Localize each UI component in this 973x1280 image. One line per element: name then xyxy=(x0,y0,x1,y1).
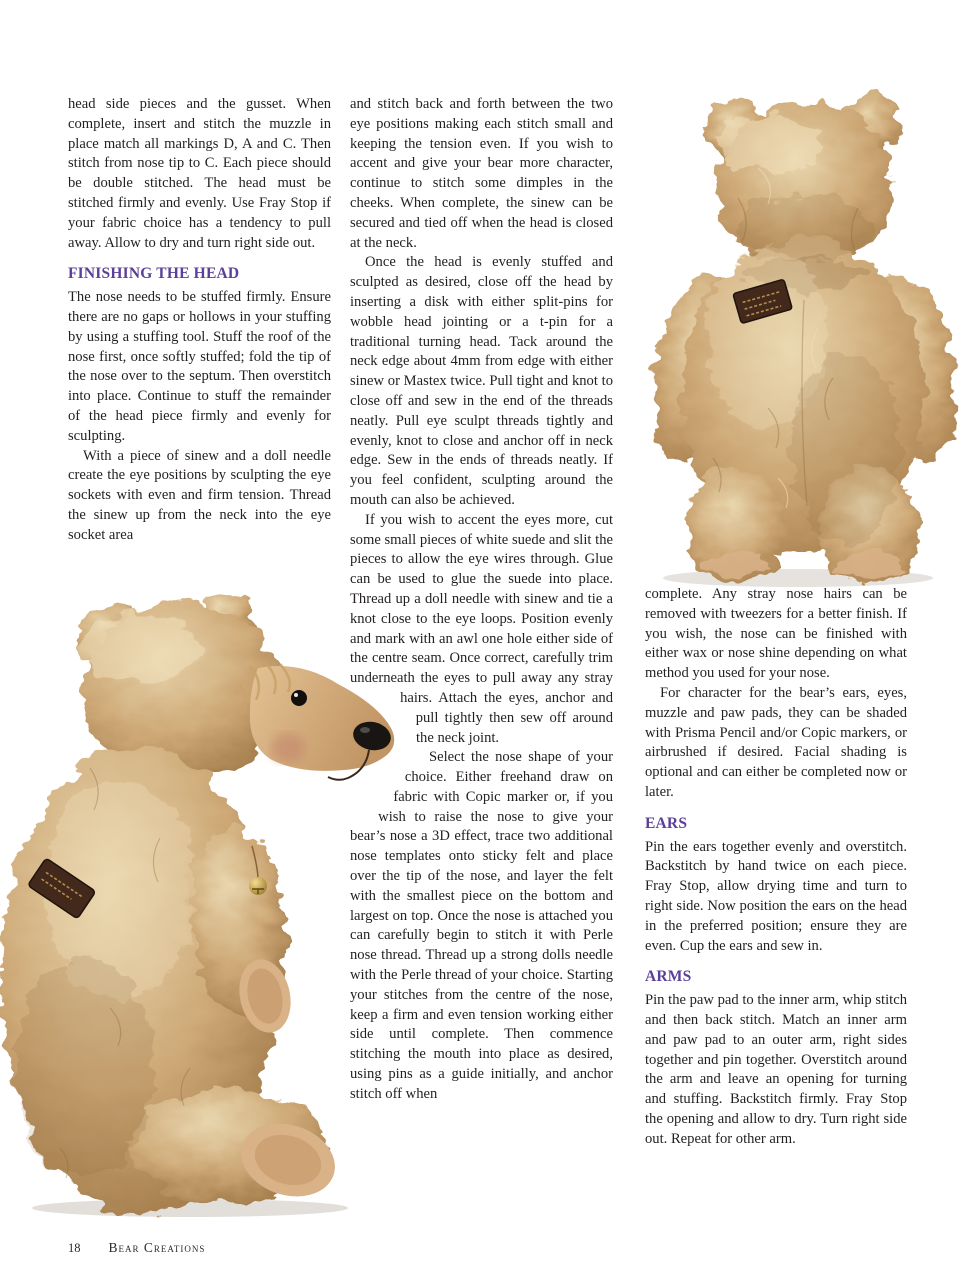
photo-clearance-spacer xyxy=(645,95,907,585)
column-3 xyxy=(645,95,907,1150)
body-paragraph: If you wish to accent the eyes more, cut some small pieces of white suede and slit the pieces to allow the eye wires through. Glue can be used to glue the suede into place. Thread up a doll needle with sinew and tie a knot close to the eye loops. Position evenly and mark with an awl one hole either side of the centre seam. Once correct, carefully trim underneath the eyes to pull away any stray hairs. Attach the eyes, anchor and pull tightly then sew off around the neck joint. xyxy=(350,511,613,746)
bear-ground-shadow xyxy=(32,1199,348,1217)
section-heading: ARMS xyxy=(645,968,692,986)
section-heading: EARS xyxy=(645,814,688,832)
teddy-bear-side-profile-photo xyxy=(0,588,400,1218)
body-paragraph: Pin the paw pad to the inner arm, whip stitch and then back stitch. Match an inner arm and paw pad to an outer arm, right sides together and pin together. Overstitch around the arm and leave an opening for turning and stuffing. Backstitch firmly. Fray Stop the opening and allow to dry. Turn right side out. Repeat for other arm. xyxy=(645,992,907,1147)
eye-glint xyxy=(294,693,298,697)
bear-side-profile-illustration xyxy=(0,588,400,1218)
cheek-blush xyxy=(271,733,305,763)
body-paragraph: complete. Any stray nose hairs can be removed with tweezers for a better finish. If you wish, the nose can be finished with either wax or nose shine depending on what method you used for your nose. xyxy=(645,586,907,682)
body-paragraph: and stitch back and forth between the two eye positions making each stitch small and keeping the tension even. If you wish to accent and give your bear more character, continue to stitch some dimples in the cheeks. When complete, the sinew can be secured and tied off when the head is closed at the neck. xyxy=(350,96,613,251)
section-heading: FINISHING THE HEAD xyxy=(68,265,240,283)
page-footer xyxy=(68,1240,205,1256)
column-2 xyxy=(350,95,613,1105)
body-paragraph: Once the head is evenly stuffed and sculpted as desired, close off the head by inserting a disk with either split-pins for wobble head jointing or a t-pin for a traditional turning head. Tack around the neck edge about 4mm from edge with either sinew or Mastex twice. Pull tight and knot to close off and sew in the end of the threads neatly. Pull eye sculpt threads tightly and evenly, knot to close and anchor off in neck edge. Sew in the ends of threads neatly. If you feel confident, sculpting around the mouth can also be achieved. xyxy=(350,254,613,508)
page-number: 18 xyxy=(68,1241,81,1255)
magazine-title: Bear Creations xyxy=(108,1240,206,1255)
body-paragraph: Pin the ears together evenly and overstitch. Backstitch by hand twice on each piece. Fray Stop, allow drying time and turn to right side. Now position the ears on the head in the preferred position; ensure they are even. Cup the ears and sew in. xyxy=(645,838,907,954)
body-paragraph: With a piece of sinew and a doll needle create the eye positions by sculpting the eye sockets with even and firm tension. Thread the sinew up from the neck into the eye socket area xyxy=(68,447,331,543)
body-paragraph: For character for the bear’s ears, eyes, muzzle and paw pads, they can be shaded with Prisma Pencil and/or Copic markers, or airbrushed if desired. Facial shading is optional and can either be completed now or later. xyxy=(645,684,907,800)
body-paragraph: Select the nose shape of your choice. Either freehand draw on fabric with Copic marker or, if you wish to raise the nose to give your bear’s nose a 3D effect, trace two additional nose templates onto sticky felt and place over the tip of the nose, and layer the felt with the smallest piece on the bottom and largest on top. Once the nose is attached you can carefully begin to stitch it with Perle nose thread. Thread up a strong dolls needle with the Perle thread of your choice. Starting your stitches from the centre of the nose, keep a firm and even tension working either side until complete. Then commence stitching the mouth into place as desired, using pins as a guide initially, and anchor stitch off when xyxy=(350,749,613,1102)
column-1 xyxy=(68,95,331,546)
body-paragraph: The nose needs to be stuffed firmly. Ensure there are no gaps or hollows in your stuffing by using a stuffing tool. Stuff the roof of the nose first, once softly stuffed; fold the tip of the nose over to the septum. Then overstitch into place. Continue to stuff the remainder of the head piece firmly and evenly for sculpting. xyxy=(68,289,331,444)
bear-eye xyxy=(291,690,307,706)
body-paragraph: head side pieces and the gusset. When complete, insert and stitch the muzzle in place match all markings D, A and C. Then stitch from nose tip to C. Each piece should be double stitched. The head must be stitched firmly and evenly. Use Fray Stop if your fabric choice has a tendency to pull away. Allow to dry and turn right side out. xyxy=(68,96,331,251)
